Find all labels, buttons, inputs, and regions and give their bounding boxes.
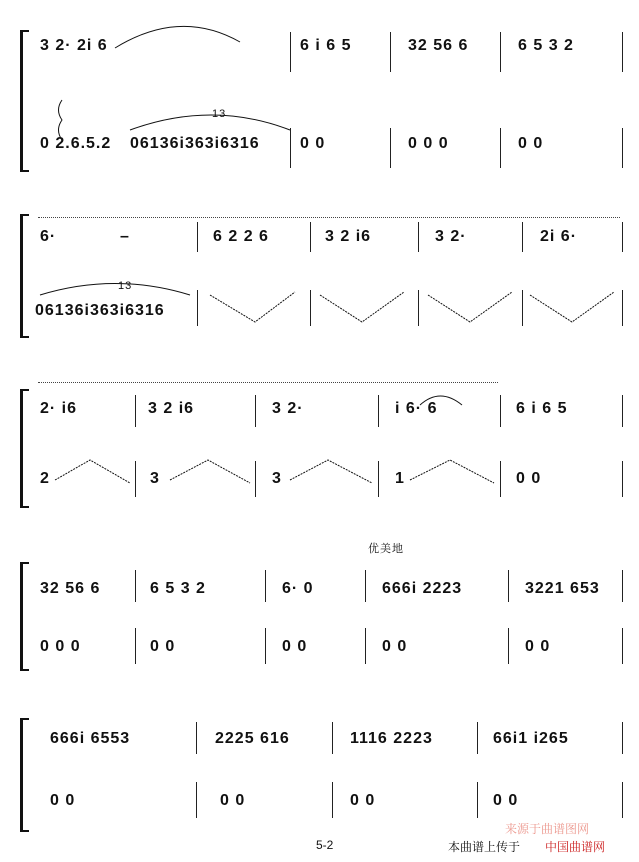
barline bbox=[477, 782, 478, 818]
barline bbox=[477, 722, 478, 754]
barline bbox=[196, 722, 197, 754]
barline bbox=[332, 782, 333, 818]
system-3 bbox=[0, 375, 639, 500]
bottom-measure-2: 0 0 bbox=[220, 792, 246, 809]
barline bbox=[622, 782, 623, 818]
bottom-measure-1: 2 bbox=[40, 470, 50, 487]
bottom-measure-2: 0 0 bbox=[300, 135, 326, 152]
page-number: 5-2 bbox=[316, 838, 334, 852]
tuplet-number: 13 bbox=[212, 108, 227, 120]
top-measure-1: 6· bbox=[40, 228, 57, 245]
barline bbox=[508, 628, 509, 664]
barline bbox=[365, 570, 366, 602]
bottom-measure-5: 0 0 bbox=[525, 638, 551, 655]
top-measure-5: 6 i 6 5 bbox=[516, 400, 568, 417]
upload-credit: 本曲谱上传于 bbox=[448, 840, 521, 854]
bottom-measure-3: 0 0 0 bbox=[408, 135, 449, 152]
system-1 bbox=[0, 20, 639, 165]
barline bbox=[135, 570, 136, 602]
top-measure-3: 32 56 6 bbox=[408, 37, 469, 54]
top-measure-3: 6· 0 bbox=[282, 580, 314, 597]
top-measure-5: 3221 653 bbox=[525, 580, 600, 597]
system-4 bbox=[0, 540, 639, 665]
glissando-lines bbox=[0, 375, 639, 500]
barline bbox=[508, 570, 509, 602]
bottom-tuplet-run: 06136i363i6316 bbox=[35, 302, 165, 319]
bottom-measure-3: 0 0 bbox=[350, 792, 376, 809]
site-logo-text[interactable]: 中国曲谱网 bbox=[545, 840, 606, 854]
bottom-measure-4: 0 0 bbox=[518, 135, 544, 152]
bottom-measure-1: 0 2.6.5.2 bbox=[40, 135, 112, 152]
top-measure-3: 1116 2223 bbox=[350, 730, 433, 747]
bottom-measure-5: 0 0 bbox=[516, 470, 542, 487]
watermark: 来源于曲谱图网 bbox=[505, 822, 590, 836]
top-measure-1: 32 56 6 bbox=[40, 580, 101, 597]
barline bbox=[265, 570, 266, 602]
system-brace bbox=[20, 718, 29, 832]
bottom-measure-3: 3 bbox=[272, 470, 282, 487]
top-measure-4: i 6· 6 bbox=[395, 400, 438, 417]
top-measure-2: 6 2 2 6 bbox=[213, 228, 269, 245]
top-measure-4: 66i1 i265 bbox=[493, 730, 569, 747]
top-measure-1: 2· i6 bbox=[40, 400, 78, 417]
top-measure-3: 3 2 i6 bbox=[325, 228, 372, 245]
bottom-measure-4: 0 0 bbox=[382, 638, 408, 655]
top-measure-2: 6 i 6 5 bbox=[300, 37, 352, 54]
barline bbox=[265, 628, 266, 664]
top-measure-2: 3 2 i6 bbox=[148, 400, 195, 417]
system-brace bbox=[20, 562, 29, 671]
bottom-measure-2: 0 0 bbox=[150, 638, 176, 655]
bottom-measure-3: 0 0 bbox=[282, 638, 308, 655]
bottom-tuplet-run: 06136i363i6316 bbox=[130, 135, 260, 152]
top-dash: – bbox=[120, 228, 130, 245]
top-measure-5: 2i 6· bbox=[540, 228, 578, 245]
glissando-lines bbox=[0, 210, 639, 330]
barline bbox=[622, 722, 623, 754]
bottom-measure-4: 1 bbox=[395, 470, 405, 487]
top-measure-1: 3 2· 2i 6 bbox=[40, 37, 108, 54]
slurs bbox=[0, 20, 639, 165]
system-2 bbox=[0, 210, 639, 330]
barline bbox=[622, 628, 623, 664]
tuplet-number: 13 bbox=[118, 280, 133, 292]
top-measure-2: 6 5 3 2 bbox=[150, 580, 206, 597]
top-measure-1: 666i 6553 bbox=[50, 730, 131, 747]
bottom-measure-4: 0 0 bbox=[493, 792, 519, 809]
system-5 bbox=[0, 710, 639, 830]
barline bbox=[622, 570, 623, 602]
top-measure-4: 3 2· bbox=[435, 228, 467, 245]
barline bbox=[135, 628, 136, 664]
bottom-measure-1: 0 0 bbox=[50, 792, 76, 809]
top-measure-4: 6 5 3 2 bbox=[518, 37, 574, 54]
barline bbox=[332, 722, 333, 754]
top-measure-3: 3 2· bbox=[272, 400, 304, 417]
bottom-measure-2: 3 bbox=[150, 470, 160, 487]
top-measure-2: 2225 616 bbox=[215, 730, 290, 747]
bottom-measure-1: 0 0 0 bbox=[40, 638, 81, 655]
barline bbox=[196, 782, 197, 818]
barline bbox=[365, 628, 366, 664]
tempo-marking: 优美地 bbox=[368, 543, 404, 555]
top-measure-4: 666i 2223 bbox=[382, 580, 463, 597]
